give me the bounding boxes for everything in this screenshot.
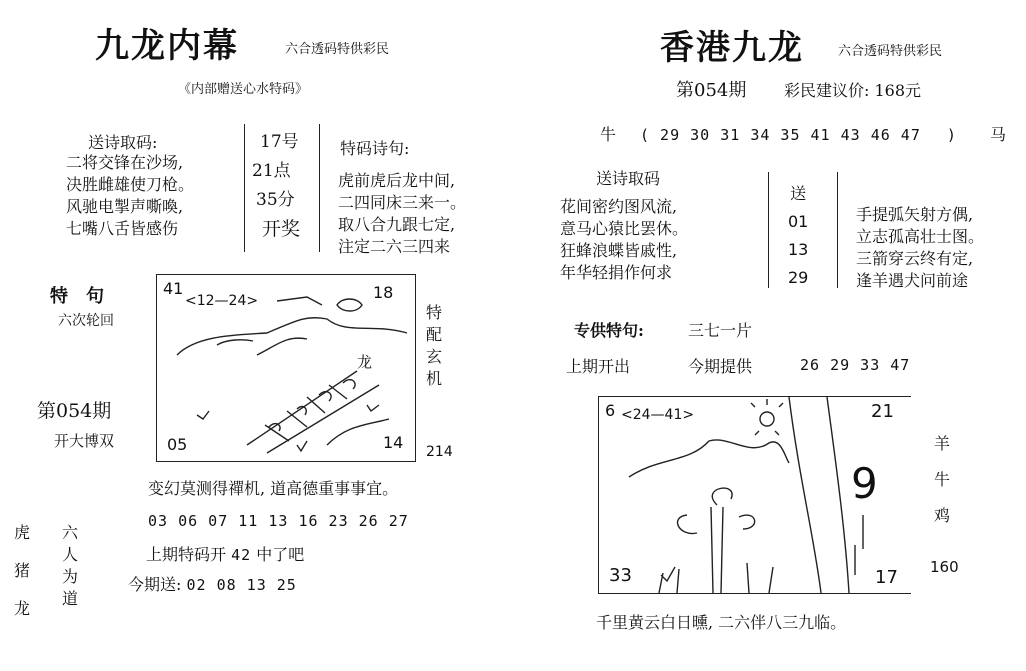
right-today-offer: 今期提供	[688, 357, 753, 376]
sketch-number-bl: 05	[167, 435, 188, 454]
six-char: 人	[62, 545, 79, 564]
left-vertical-right	[426, 302, 442, 390]
left-poem-heading: 送诗取码:	[88, 133, 158, 152]
left-tagline: 《内部赠送心水特码》	[178, 82, 309, 97]
animal-char: 羊	[934, 434, 951, 453]
animal-char: 虎	[14, 523, 31, 542]
draw-time-minute: 35分	[256, 190, 295, 210]
left-six-col	[62, 522, 78, 610]
left-sketch	[156, 274, 416, 462]
left-last-issue	[146, 542, 304, 565]
vertical-char: 玄	[426, 347, 443, 366]
right-subtitle: 六合透码特供彩民	[838, 44, 943, 59]
right-phrase: 千里黄云白日曛, 二六伴八三九临。	[596, 613, 847, 632]
left-phrase: 变幻莫测得禪机, 道高德重事事宜。	[148, 479, 399, 498]
animal-char: 龙	[14, 599, 31, 618]
six-char: 六	[62, 523, 79, 542]
animal-char: 牛	[934, 470, 951, 489]
right-title: 香港九龙	[660, 28, 804, 68]
left-poem-line: 二将交锋在沙场,	[66, 153, 184, 172]
today-label: 今期送:	[128, 575, 182, 594]
sketch-number-bl: 33	[609, 565, 632, 586]
right-side-number: 160	[930, 558, 959, 576]
side-poem-line: 三箭穿云终有定,	[856, 249, 974, 268]
last-issue-label: 上期特码开	[146, 545, 227, 564]
right-poem-line: 年华轻捐作何求	[560, 263, 673, 282]
vertical-char: 配	[426, 325, 443, 344]
six-char: 为	[62, 567, 79, 586]
left-code-poem	[338, 170, 466, 258]
right-side-poem	[856, 204, 984, 292]
send-number: 13	[788, 240, 809, 259]
send-number: 01	[788, 212, 809, 231]
left-poem-line: 风驰电掣声嘶喚,	[66, 197, 184, 216]
right-special-label: 专供特句:	[574, 321, 644, 340]
right-poem-line: 意马心猿比罢休。	[560, 219, 689, 238]
left-issue: 第054期	[37, 400, 112, 422]
left-side-number: 214	[426, 444, 453, 460]
left-poem	[66, 152, 194, 240]
side-poem-line: 手提弧矢射方偶,	[856, 205, 974, 224]
left-draw-time	[252, 128, 300, 244]
right-send-list	[788, 180, 808, 292]
right-animals-col	[934, 426, 950, 534]
right-price: 彩民建议价: 168元	[784, 81, 922, 100]
vertical-char: 特	[426, 303, 443, 322]
right-ox-numbers: ( 29 30 31 34 35 41 43 46 47 )	[640, 126, 957, 144]
right-poem	[560, 196, 688, 284]
code-poem-line: 二四同床三来一。	[338, 193, 467, 212]
draw-time-hour: 21点	[252, 161, 291, 181]
sketch-range: <24—41>	[621, 407, 695, 423]
animal-char: 鸡	[934, 506, 951, 525]
sketch-number-br: 14	[383, 433, 404, 452]
six-char: 道	[62, 589, 79, 608]
right-poem-heading: 送诗取码	[596, 169, 661, 188]
sketch-number-tr: 21	[871, 401, 894, 422]
sketch-number-tl: 6	[605, 401, 616, 420]
vertical-char: 机	[426, 369, 443, 388]
right-special-value: 三七一片	[688, 321, 753, 340]
code-poem-line: 注定二六三四来	[338, 237, 451, 256]
hit-text: 中了吧	[256, 545, 305, 564]
code-poem-line: 虎前虎后龙中间,	[338, 171, 456, 190]
left-open-label: 开大博双	[54, 432, 115, 450]
send-number: 29	[788, 268, 809, 287]
draw-time-open: 开奖	[262, 218, 301, 240]
left-special-sub: 六次轮回	[58, 313, 114, 329]
last-issue-number: 42	[231, 546, 252, 564]
right-ox-label: 牛	[600, 125, 617, 144]
left-subtitle: 六合透码特供彩民	[285, 42, 390, 57]
today-numbers: 02 08 13 25	[186, 576, 297, 594]
code-poem-line: 取八合九跟七定,	[338, 215, 456, 234]
right-today-numbers: 26 29 33 47	[800, 356, 911, 374]
left-today	[128, 572, 297, 595]
send-label: 送	[790, 184, 807, 203]
right-issue: 第054期	[676, 80, 747, 101]
right-horse-label: 马	[990, 125, 1007, 144]
side-poem-line: 逢羊遇犬问前途	[856, 271, 969, 290]
right-sketch-drawing	[599, 397, 911, 593]
draw-time-day: 17号	[260, 132, 299, 152]
left-title: 九龙内幕	[95, 26, 239, 66]
left-poem-line: 决胜雌雄使刀枪。	[66, 175, 195, 194]
left-poem-line: 七嘴八舌皆感伤	[66, 219, 179, 238]
left-special-label: 特 句	[50, 286, 104, 307]
sketch-number-mid: 9	[851, 459, 878, 508]
left-number-list: 03 06 07 11 13 16 23 26 27	[148, 512, 409, 530]
sketch-number-tl: 41	[163, 279, 184, 298]
right-poem-line: 花间密约图风流,	[560, 197, 678, 216]
right-poem-line: 狂蜂浪蝶皆戚性,	[560, 241, 678, 260]
right-last-open: 上期开出	[566, 357, 631, 376]
right-sketch	[598, 396, 911, 594]
side-poem-line: 立志孤高壮士图。	[856, 227, 985, 246]
sketch-number-tr: 18	[373, 283, 394, 302]
sketch-dragon-char: 龙	[357, 353, 373, 371]
left-code-poem-heading: 特码诗句:	[340, 139, 410, 158]
sketch-number-br: 17	[875, 567, 898, 588]
sketch-range: <12—24>	[185, 293, 259, 309]
left-animals-col	[14, 514, 30, 628]
left-sketch-drawing	[157, 275, 415, 461]
animal-char: 猪	[14, 561, 31, 580]
